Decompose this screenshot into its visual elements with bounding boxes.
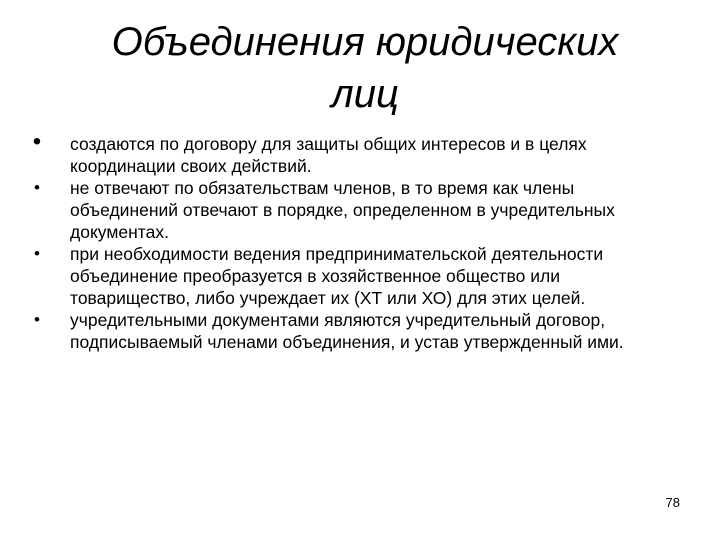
bullet-item-3 [30,243,680,309]
page-number: 78 [665,495,680,510]
slide-title [70,16,660,120]
bullet-marker: • [34,244,40,263]
slide-title-line-2: лиц [331,72,399,116]
bullet-text-1: создаются по договору для защиты общих интересов и в целях координации своих действий. [70,134,587,176]
bullet-item-4 [30,309,680,353]
bullet-marker: • [32,128,42,155]
bullet-text-2: не отвечают по обязательствам членов, в то время как члены объединений отвечают в порядке, определенном в учредительных документах. [70,178,615,242]
bullet-list [30,128,680,353]
bullet-marker: • [34,178,40,197]
bullet-item-1 [30,128,680,177]
bullet-text-3: при необходимости ведения предпринимательской деятельности объединение преобразуется в хозяйственное общество или товарищество, либо учреждает их (ХТ или ХО) для этих целей. [70,244,604,308]
bullet-item-2 [30,177,680,243]
bullet-marker: • [34,310,40,329]
bullet-text-4: учредительными документами являются учредительный договор, подписываемый членами объединения, и устав утвержденный ими. [70,310,624,352]
slide-title-line-1: Объединения юридических [111,20,619,64]
